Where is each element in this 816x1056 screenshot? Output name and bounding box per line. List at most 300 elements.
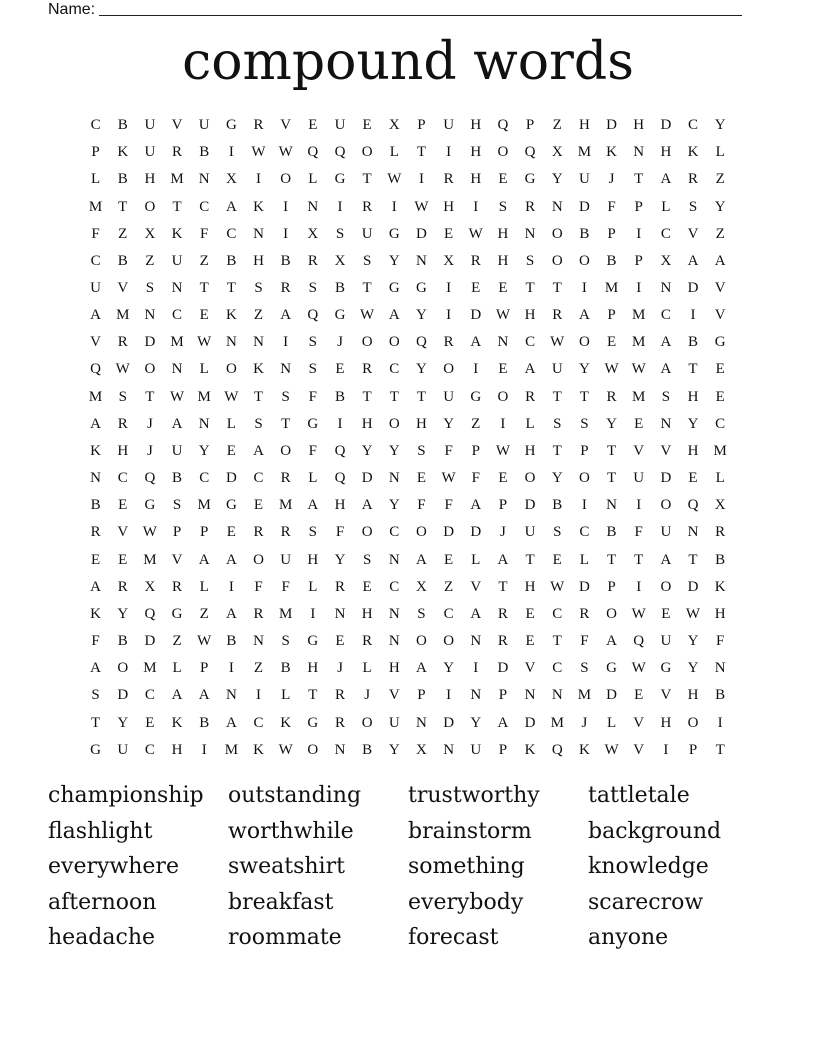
grid-letter[interactable]: P [525,117,535,134]
grid-letter[interactable]: D [578,578,590,595]
grid-letter[interactable]: V [660,687,672,704]
grid-letter[interactable]: D [144,334,156,351]
grid-letter[interactable]: V [117,280,129,297]
grid-letter[interactable]: R [525,198,536,215]
grid-letter[interactable]: F [417,497,426,514]
grid-letter[interactable]: T [281,415,291,432]
grid-letter[interactable]: C [443,605,454,622]
grid-letter[interactable]: N [253,334,264,351]
grid-letter[interactable]: K [253,361,264,378]
grid-letter[interactable]: C [389,578,400,595]
grid-letter[interactable]: V [714,307,726,324]
grid-letter[interactable]: H [687,442,699,459]
grid-letter[interactable]: M [604,280,619,297]
grid-letter[interactable]: M [632,307,646,324]
grid-letter[interactable]: N [171,280,183,297]
grid-letter[interactable]: U [443,117,455,134]
grid-letter[interactable]: C [552,660,563,677]
grid-letter[interactable]: T [172,198,182,215]
grid-letter[interactable]: A [524,361,536,378]
grid-letter[interactable]: A [660,334,672,351]
grid-letter[interactable]: V [171,117,183,134]
grid-letter[interactable]: T [552,280,562,297]
grid-letter[interactable]: N [280,361,292,378]
grid-letter[interactable]: C [579,524,590,541]
grid-letter[interactable]: N [416,252,427,269]
grid-letter[interactable]: C [660,307,671,324]
grid-letter[interactable]: J [500,524,506,541]
grid-letter[interactable]: A [253,442,264,459]
grid-letter[interactable]: R [172,578,183,595]
grid-letter[interactable]: F [91,225,100,242]
grid-letter[interactable]: S [362,551,372,568]
grid-letter[interactable]: V [280,117,292,134]
grid-letter[interactable]: A [307,497,319,514]
grid-letter[interactable]: A [714,252,726,269]
grid-letter[interactable]: D [443,524,455,541]
grid-letter[interactable]: M [197,497,211,514]
grid-letter[interactable]: Y [714,117,726,134]
grid-letter[interactable]: F [254,578,263,595]
grid-letter[interactable]: X [334,252,346,269]
grid-letter[interactable]: C [226,225,237,242]
grid-letter[interactable]: E [335,633,345,650]
grid-letter[interactable]: O [388,334,400,351]
grid-letter[interactable]: O [280,442,292,459]
grid-letter[interactable]: I [337,415,343,432]
grid-letter[interactable]: L [525,415,535,432]
grid-letter[interactable]: D [470,307,482,324]
grid-letter[interactable]: T [552,633,562,650]
grid-letter[interactable]: Q [416,334,427,351]
name-field[interactable] [48,0,742,18]
grid-letter[interactable]: E [362,117,372,134]
grid-letter[interactable]: G [90,741,101,758]
grid-letter[interactable]: D [361,470,373,487]
grid-letter[interactable]: M [632,334,646,351]
grid-letter[interactable]: A [470,334,482,351]
grid-letter[interactable]: Y [714,198,726,215]
grid-letter[interactable]: E [471,280,481,297]
grid-letter[interactable]: T [362,171,372,188]
grid-letter[interactable]: Y [388,442,400,459]
grid-letter[interactable]: X [660,252,672,269]
grid-letter[interactable]: R [253,605,264,622]
grid-letter[interactable]: K [606,144,617,161]
grid-letter[interactable]: T [552,442,562,459]
grid-letter[interactable]: P [200,524,209,541]
grid-letter[interactable]: M [577,687,592,704]
grid-letter[interactable]: X [443,252,455,269]
grid-letter[interactable]: U [470,741,482,758]
grid-letter[interactable]: K [117,144,129,161]
grid-letter[interactable]: Q [90,361,101,378]
grid-letter[interactable]: T [634,171,644,188]
grid-letter[interactable]: D [687,578,699,595]
grid-letter[interactable]: G [388,280,400,297]
grid-letter[interactable]: E [308,117,318,134]
grid-letter[interactable]: E [715,361,725,378]
grid-letter[interactable]: H [443,198,455,215]
grid-letter[interactable]: W [197,633,212,650]
grid-letter[interactable]: F [91,633,100,650]
grid-letter[interactable]: L [471,551,481,568]
grid-letter[interactable]: T [389,388,399,405]
grid-letter[interactable]: H [470,117,482,134]
grid-letter[interactable]: H [416,415,427,432]
grid-letter[interactable]: A [497,714,509,731]
grid-letter[interactable]: W [631,605,646,622]
grid-letter[interactable]: W [550,578,565,595]
grid-letter[interactable]: U [443,388,455,405]
grid-letter[interactable]: U [198,117,210,134]
grid-letter[interactable]: I [446,307,452,324]
grid-letter[interactable]: K [90,442,101,459]
grid-letter[interactable]: U [660,524,672,541]
grid-letter[interactable]: I [228,578,234,595]
grid-letter[interactable]: S [308,361,317,378]
grid-letter[interactable]: Y [687,633,699,650]
grid-letter[interactable]: N [551,198,563,215]
grid-letter[interactable]: M [632,388,646,405]
grid-letter[interactable]: Q [307,144,319,161]
grid-letter[interactable]: A [171,687,183,704]
grid-letter[interactable]: P [498,741,508,758]
grid-letter[interactable]: D [606,687,617,704]
grid-letter[interactable]: F [607,198,616,215]
grid-letter[interactable]: W [631,361,646,378]
grid-letter[interactable]: Y [687,660,699,677]
grid-letter[interactable]: F [444,442,453,459]
grid-letter[interactable]: O [144,361,156,378]
grid-letter[interactable]: C [715,415,726,432]
grid-letter[interactable]: A [280,307,292,324]
grid-letter[interactable]: A [660,361,672,378]
grid-letter[interactable]: V [388,687,400,704]
grid-letter[interactable]: Q [144,470,156,487]
grid-letter[interactable]: S [145,280,155,297]
grid-letter[interactable]: E [253,497,264,514]
grid-letter[interactable]: G [606,660,617,677]
grid-letter[interactable]: Q [334,442,346,459]
grid-letter[interactable]: R [253,117,264,134]
grid-letter[interactable]: M [170,171,184,188]
grid-letter[interactable]: E [634,687,644,704]
grid-letter[interactable]: W [631,660,646,677]
grid-letter[interactable]: H [497,252,509,269]
grid-letter[interactable]: O [361,144,373,161]
grid-letter[interactable]: R [334,714,345,731]
grid-letter[interactable]: T [606,470,617,487]
grid-letter[interactable]: A [470,605,482,622]
grid-letter[interactable]: N [144,307,156,324]
grid-letter[interactable]: A [225,551,237,568]
grid-letter[interactable]: E [661,605,671,622]
grid-letter[interactable]: T [226,280,236,297]
grid-letter[interactable]: W [197,334,212,351]
grid-letter[interactable]: L [715,144,725,161]
grid-letter[interactable]: U [551,361,563,378]
grid-letter[interactable]: D [524,714,536,731]
grid-letter[interactable]: O [578,252,590,269]
grid-letter[interactable]: Z [715,171,725,188]
grid-letter[interactable]: K [225,307,237,324]
grid-letter[interactable]: D [470,524,482,541]
grid-letter[interactable]: I [256,687,262,704]
grid-letter[interactable]: W [169,388,185,405]
grid-letter[interactable]: A [198,551,210,568]
grid-letter[interactable]: A [225,605,237,622]
grid-letter[interactable]: E [90,551,101,568]
grid-letter[interactable]: Y [443,415,455,432]
grid-letter[interactable]: V [714,280,726,297]
grid-letter[interactable]: A [606,633,617,650]
grid-letter[interactable]: Y [361,442,373,459]
grid-letter[interactable]: B [199,714,210,731]
grid-letter[interactable]: A [90,415,101,432]
grid-letter[interactable]: R [688,171,699,188]
grid-letter[interactable]: Q [687,497,699,514]
grid-letter[interactable]: Y [687,415,699,432]
grid-letter[interactable]: N [714,660,726,677]
grid-letter[interactable]: E [606,334,617,351]
grid-letter[interactable]: U [388,714,400,731]
grid-letter[interactable]: U [144,144,156,161]
grid-letter[interactable]: P [634,252,643,269]
grid-letter[interactable]: W [495,307,510,324]
grid-letter[interactable]: G [144,497,156,514]
grid-letter[interactable]: T [688,551,698,568]
grid-letter[interactable]: S [172,497,182,514]
grid-letter[interactable]: D [606,117,617,134]
grid-letter[interactable]: G [334,307,346,324]
grid-letter[interactable]: N [633,144,645,161]
grid-letter[interactable]: G [416,280,427,297]
grid-letter[interactable]: N [225,334,237,351]
grid-letter[interactable]: I [418,171,424,188]
grid-letter[interactable]: W [414,198,429,215]
grid-letter[interactable]: T [579,388,589,405]
grid-letter[interactable]: Y [388,252,400,269]
grid-letter[interactable]: L [661,198,671,215]
grid-letter[interactable]: N [687,524,699,541]
grid-letter[interactable]: S [417,605,426,622]
grid-letter[interactable]: S [335,225,345,242]
grid-letter[interactable]: A [416,551,427,568]
grid-letter[interactable]: H [687,687,699,704]
grid-letter[interactable]: L [579,551,589,568]
grid-letter[interactable]: N [497,334,509,351]
grid-letter[interactable]: W [387,171,402,188]
grid-letter[interactable]: B [117,252,128,269]
grid-letter[interactable]: V [117,524,129,541]
grid-letter[interactable]: N [524,225,536,242]
grid-letter[interactable]: T [199,280,209,297]
grid-letter[interactable]: R [117,578,128,595]
grid-letter[interactable]: L [308,578,318,595]
grid-letter[interactable]: R [117,415,128,432]
grid-letter[interactable]: J [608,171,615,188]
grid-letter[interactable]: B [280,660,291,677]
grid-letter[interactable]: K [280,714,292,731]
grid-letter[interactable]: I [636,497,642,514]
grid-letter[interactable]: L [389,144,399,161]
grid-letter[interactable]: R [715,524,726,541]
grid-letter[interactable]: Q [144,605,156,622]
grid-letter[interactable]: H [388,660,400,677]
grid-letter[interactable]: D [578,198,590,215]
grid-letter[interactable]: H [497,225,509,242]
grid-letter[interactable]: U [144,117,156,134]
grid-letter[interactable]: I [636,578,642,595]
grid-letter[interactable]: U [280,551,292,568]
grid-letter[interactable]: B [715,687,726,704]
grid-letter[interactable]: P [498,497,508,514]
grid-letter[interactable]: H [171,741,183,758]
grid-letter[interactable]: G [524,171,536,188]
grid-letter[interactable]: Z [253,307,264,324]
grid-letter[interactable]: Q [334,470,346,487]
grid-letter[interactable]: H [253,252,264,269]
grid-letter[interactable]: N [443,741,455,758]
grid-letter[interactable]: W [251,144,266,161]
grid-letter[interactable]: C [525,334,536,351]
grid-letter[interactable]: B [226,633,237,650]
grid-letter[interactable]: Q [307,307,319,324]
grid-letter[interactable]: G [714,334,726,351]
grid-letter[interactable]: O [117,660,129,677]
grid-letter[interactable]: D [687,280,699,297]
grid-letter[interactable]: B [606,524,617,541]
grid-letter[interactable]: V [470,578,482,595]
grid-letter[interactable]: R [334,687,345,704]
grid-letter[interactable]: R [117,334,128,351]
grid-letter[interactable]: G [171,605,183,622]
grid-letter[interactable]: R [172,144,183,161]
grid-letter[interactable]: Y [416,361,427,378]
grid-letter[interactable]: P [580,442,589,459]
grid-letter[interactable]: S [281,388,290,405]
grid-letter[interactable]: I [500,415,506,432]
grid-letter[interactable]: I [636,225,642,242]
grid-letter[interactable]: S [308,280,317,297]
grid-letter[interactable]: I [283,334,289,351]
grid-letter[interactable]: Y [117,714,129,731]
grid-letter[interactable]: E [226,442,236,459]
grid-letter[interactable]: O [307,741,319,758]
grid-letter[interactable]: I [228,144,234,161]
grid-letter[interactable]: W [604,741,619,758]
grid-letter[interactable]: D [416,225,427,242]
grid-letter[interactable]: B [579,225,590,242]
grid-letter[interactable]: O [578,334,590,351]
grid-letter[interactable]: L [308,171,318,188]
grid-letter[interactable]: S [308,524,317,541]
grid-letter[interactable]: I [636,280,642,297]
grid-letter[interactable]: I [581,280,587,297]
grid-letter[interactable]: M [116,307,130,324]
grid-letter[interactable]: R [90,524,101,541]
grid-letter[interactable]: K [714,578,726,595]
grid-letter[interactable]: S [525,252,535,269]
grid-letter[interactable]: A [171,415,183,432]
grid-letter[interactable]: O [361,334,373,351]
grid-letter[interactable]: K [171,225,183,242]
grid-letter[interactable]: Y [470,714,482,731]
grid-letter[interactable]: F [308,442,317,459]
grid-letter[interactable]: A [198,687,210,704]
grid-letter[interactable]: H [470,171,482,188]
grid-letter[interactable]: H [307,551,319,568]
grid-letter[interactable]: N [388,470,400,487]
grid-letter[interactable]: Y [551,470,563,487]
grid-letter[interactable]: X [416,578,427,595]
grid-letter[interactable]: P [688,741,698,758]
grid-letter[interactable]: I [337,198,343,215]
grid-letter[interactable]: Z [199,605,209,622]
name-underline[interactable] [99,15,742,16]
grid-letter[interactable]: O [497,144,509,161]
grid-letter[interactable]: D [443,714,455,731]
grid-letter[interactable]: G [307,633,319,650]
grid-letter[interactable]: H [524,442,536,459]
grid-letter[interactable]: S [308,334,317,351]
grid-letter[interactable]: C [253,470,264,487]
grid-letter[interactable]: E [525,605,535,622]
grid-letter[interactable]: S [362,252,372,269]
grid-letter[interactable]: R [280,280,291,297]
grid-letter[interactable]: N [90,470,101,487]
grid-letter[interactable]: R [470,252,481,269]
grid-letter[interactable]: E [498,280,508,297]
grid-letter[interactable]: W [360,307,375,324]
grid-letter[interactable]: O [361,714,373,731]
grid-letter[interactable]: E [498,470,508,487]
grid-letter[interactable]: W [685,605,701,622]
grid-letter[interactable]: O [578,470,590,487]
grid-letter[interactable]: A [225,714,237,731]
grid-letter[interactable]: H [524,307,536,324]
grid-letter[interactable]: B [226,252,237,269]
grid-letter[interactable]: X [144,578,156,595]
grid-letter[interactable]: S [661,388,671,405]
grid-letter[interactable]: A [470,497,482,514]
grid-letter[interactable]: N [388,551,400,568]
grid-letter[interactable]: P [607,307,616,324]
grid-letter[interactable]: R [606,388,617,405]
grid-letter[interactable]: S [254,280,263,297]
grid-letter[interactable]: H [307,660,319,677]
grid-letter[interactable]: H [687,388,699,405]
grid-letter[interactable]: X [388,117,400,134]
grid-letter[interactable]: W [550,334,565,351]
grid-letter[interactable]: P [634,198,643,215]
grid-letter[interactable]: Q [524,144,536,161]
grid-letter[interactable]: O [551,252,563,269]
grid-letter[interactable]: H [633,117,645,134]
grid-letter[interactable]: T [606,551,617,568]
grid-letter[interactable]: V [633,442,645,459]
grid-letter[interactable]: O [551,225,563,242]
grid-letter[interactable]: R [362,361,373,378]
grid-letter[interactable]: A [578,307,590,324]
grid-letter[interactable]: Y [606,415,617,432]
grid-letter[interactable]: P [607,578,616,595]
grid-letter[interactable]: I [310,605,316,622]
grid-letter[interactable]: H [144,171,156,188]
grid-letter[interactable]: O [660,497,672,514]
grid-letter[interactable]: T [362,280,372,297]
